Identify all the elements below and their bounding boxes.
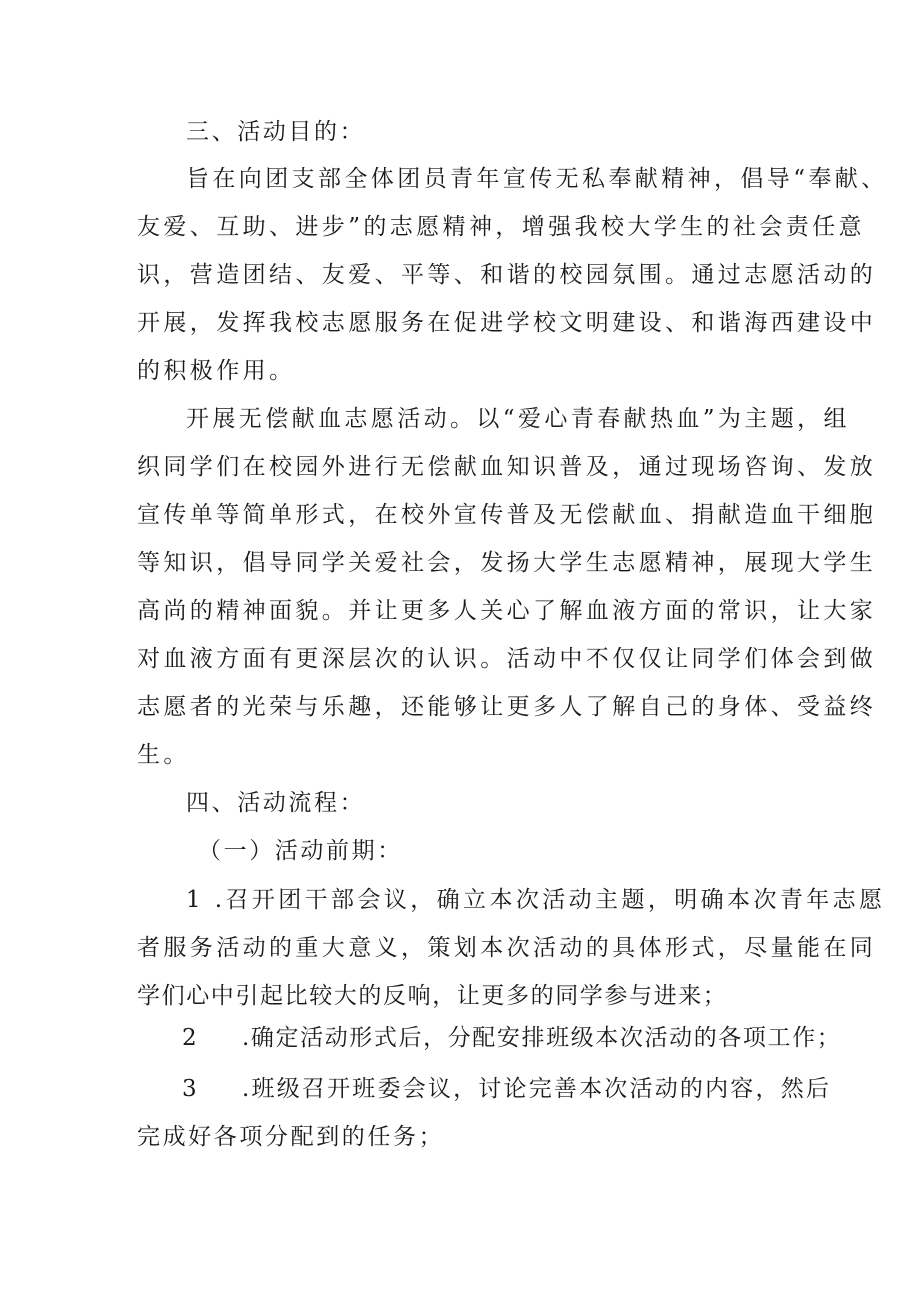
paragraph-line: 开展，发挥我校志愿服务在促进学校文明建设、和谐海西建设中 — [137, 310, 877, 336]
paragraph-line: 旨在向团支部全体团员青年宣传无私奉献精神，倡导“奉献、 — [186, 166, 888, 192]
paragraph-line: 开展无偿献血志愿活动。以“爱心青春献热血”为主题，组 — [186, 406, 850, 432]
paragraph-line: 志愿者的光荣与乐趣，还能够让更多人了解自己的身体、受益终 — [137, 694, 877, 720]
list-item-3-text: .班级召开班委会议，讨论完善本次活动的内容，然后 — [242, 1076, 832, 1102]
list-item-3-cont: 完成好各项分配到的任务； — [137, 1124, 445, 1150]
paragraph-line: 织同学们在校园外进行无偿献血知识普及，通过现场咨询、发放 — [137, 454, 877, 480]
subsection-heading-prephase: （一）活动前期： — [198, 838, 403, 864]
list-item-2-number: 2 — [182, 1025, 200, 1051]
list-item-2-text: .确定活动形式后，分配安排班级本次活动的各项工作； — [242, 1025, 842, 1051]
list-item-3-number: 3 — [182, 1076, 200, 1102]
section-heading-process: 四、活动流程： — [186, 790, 366, 816]
paragraph-line: 友爱、互助、进步”的志愿精神，增强我校大学生的社会责任意 — [137, 214, 865, 240]
paragraph-line: 宣传单等简单形式，在校外宣传普及无偿献血、捐献造血干细胞 — [137, 502, 877, 528]
list-item-1-cont: 学们心中引起比较大的反响，让更多的同学参与进来； — [137, 983, 728, 1009]
paragraph-line: 对血液方面有更深层次的认识。活动中不仅仅让同学们体会到做 — [137, 646, 877, 672]
paragraph-line: 等知识，倡导同学关爱社会，发扬大学生志愿精神，展现大学生 — [137, 550, 877, 576]
paragraph-line: 生。 — [137, 742, 190, 768]
paragraph-line: 的积极作用。 — [137, 358, 296, 384]
paragraph-line: 高尚的精神面貌。并让更多人关心了解血液方面的常识，让大家 — [137, 598, 877, 624]
section-heading-purpose: 三、活动目的： — [186, 119, 366, 145]
list-item-1-cont: 者服务活动的重大意义，策划本次活动的具体形式，尽量能在同 — [137, 935, 877, 961]
paragraph-line: 识，营造团结、友爱、平等、和谐的校园氛围。通过志愿活动的 — [137, 262, 877, 288]
list-item-1: 1 .召开团干部会议，确立本次活动主题，明确本次青年志愿 — [186, 887, 886, 913]
